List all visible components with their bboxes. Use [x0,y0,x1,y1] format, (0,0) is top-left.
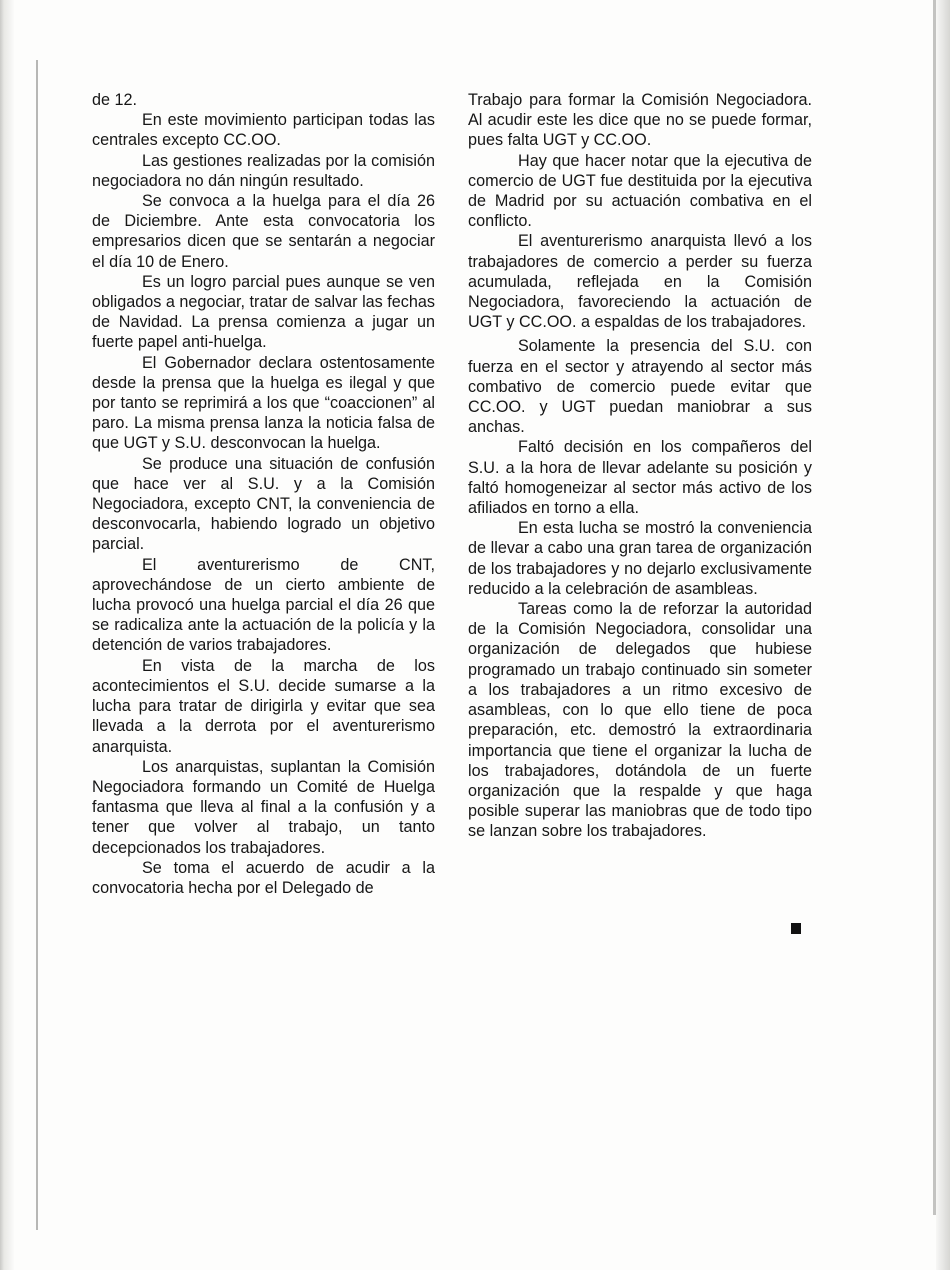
paragraph: Tareas como la de reforzar la autoridad de la Comisión Negociadora, consolidar una organización de delegados que hubiese programado un trabajo continuado sin someter a los trabajadores a un ritmo excesivo de asambleas, con lo que ello tiene de poca preparación, etc. demostró la extraordinaria importancia que tiene el organizar la lucha de los trabajadores, dotándola de un fuerte organización que la respalde y que haga posible superar las maniobras que de todo tipo se lanzan sobre los trabajadores. [468,600,812,841]
page-right-edge-shadow [936,0,950,1270]
paragraph: En vista de la marcha de los acontecimientos el S.U. decide sumarse a la lucha para tratar de dirigirla y evitar que sea llevada a la derrota por el aventurerismo anarquista. [92,656,435,756]
paragraph: El aventurerismo de CNT, aprovechándose de un cierto ambiente de lucha provocó una huelga parcial el día 26 que se radicaliza ante la actuación de la policía y la detención de varios trabajadores. [92,555,435,655]
right-text-column [468,90,812,842]
paragraph: Trabajo para formar la Comisión Negociadora. Al acudir este les dice que no se puede formar, pues falta UGT y CC.OO. [468,91,812,150]
paragraph: El aventurerismo anarquista llevó a los trabajadores de comercio a perder su fuerza acumulada, reflejada en la Comisión Negociadora, favoreciendo la actuación de UGT y CC.OO. a espaldas de los trabajadores. [468,232,812,332]
end-of-article-mark [791,923,801,934]
page-left-edge-shadow [0,0,14,1270]
paragraph: de 12. [92,91,138,109]
paragraph: Solamente la presencia del S.U. con fuerza en el sector y atrayendo al sector más combativo de comercio puede evitar que CC.OO. y UGT puedan maniobrar a sus anchas. [468,337,812,437]
paragraph: Es un logro parcial pues aunque se ven obligados a negociar, tratar de salvar las fechas de Navidad. La prensa comienza a jugar un fuerte papel anti-huelga. [92,272,435,352]
paragraph: Los anarquistas, suplantan la Comisión Negociadora formando un Comité de Huelga fantasma que lleva al final a la confusión y a tener que volver al trabajo, un tanto decepcionados los trabajadores. [92,757,435,857]
paragraph: Se convoca a la huelga para el día 26 de Diciembre. Ante esta convocatoria los empresarios dicen que se sentarán a negociar el día 10 de Enero. [92,192,435,271]
left-text-column [92,90,435,898]
paragraph: En esta lucha se mostró la conveniencia de llevar a cabo una gran tarea de organización de los trabajadores y no dejarlo exclusivamente reducido a la celebración de asambleas. [468,519,812,598]
paragraph: Se produce una situación de confusión que hace ver al S.U. y a la Comisión Negociadora, excepto CNT, la conveniencia de desconvocarla, habiendo logrado un objetivo parcial. [92,454,435,554]
paragraph: El Gobernador declara ostentosamente desde la prensa que la huelga es ilegal y que por tanto se reprimirá a los que “coaccionen” al paro. La misma prensa lanza la noticia falsa de que UGT y S.U. desconvocan la huelga. [92,353,435,453]
paragraph: Faltó decisión en los compañeros del S.U. a la hora de llevar adelante su posición y faltó homogeneizar al sector más activo de los afiliados en torno a ella. [468,438,812,518]
paragraph: En este movimiento participan todas las centrales excepto CC.OO. [92,111,435,150]
paragraph: Hay que hacer notar que la ejecutiva de comercio de UGT fue destituida por la ejecutiva de Madrid por su actuación combativa en el conflicto. [468,151,812,231]
binding-crease [36,60,38,1230]
paragraph: Las gestiones realizadas por la comisión negociadora no dán ningún resultado. [92,151,435,190]
paragraph: Se toma el acuerdo de acudir a la convocatoria hecha por el Delegado de [92,858,435,897]
